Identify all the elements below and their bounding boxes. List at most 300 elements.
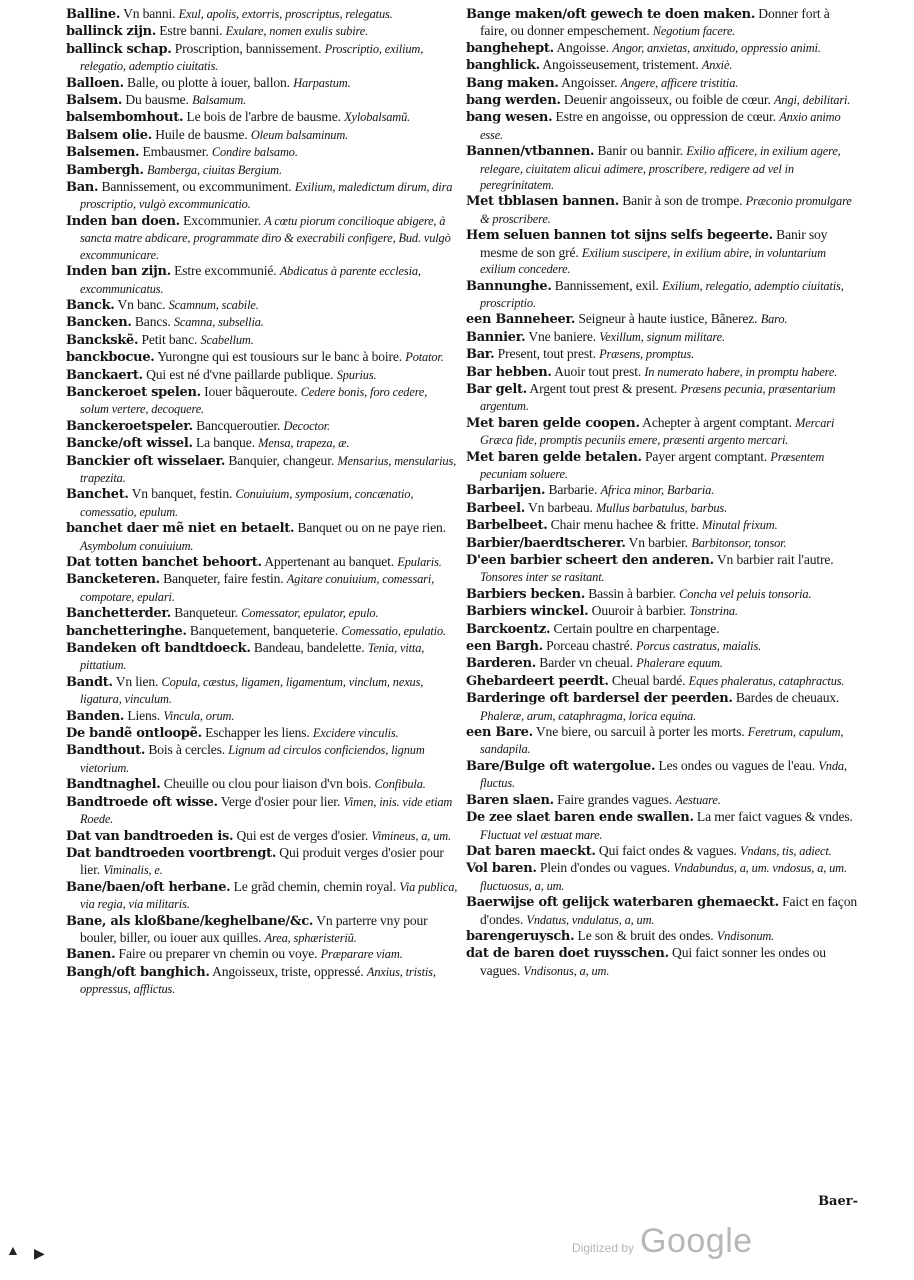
entry-headword: Banen. — [66, 947, 116, 963]
entry-headword: barengeruysch. — [466, 928, 575, 944]
entry-headword: Met tbblasen bannen. — [466, 194, 619, 210]
entry-french: Banir soy mesme de son gré. — [480, 227, 828, 260]
dictionary-entry — [466, 655, 858, 672]
entry-french: Qui faict ondes & vagues. — [595, 842, 740, 858]
entry-headword: D'een barbier scheert den anderen. — [466, 553, 714, 568]
entry-french: Barbarie. — [545, 482, 601, 498]
entry-latin: Negotium facere. — [652, 24, 736, 39]
entry-latin: Lignum ad circulos conficiendos, lignum vietorium. — [80, 743, 425, 775]
entry-french: Payer argent comptant. — [641, 448, 771, 464]
entry-headword: Bandeken oft bandtdoeck. — [66, 641, 251, 657]
dictionary-entry — [66, 520, 458, 554]
entry-headword: Banckaert. — [66, 367, 143, 383]
entry-headword: banghlick. — [466, 58, 540, 74]
dictionary-entry — [66, 435, 458, 452]
entry-headword: Barderen. — [466, 656, 537, 672]
entry-latin: Vndisonus, a, um. — [523, 963, 610, 978]
entry-french: Proscription, bannissement. — [171, 40, 325, 56]
entry-french: Bardes de cheuaux. — [732, 690, 840, 706]
entry-headword: Inden ban zijn. — [66, 264, 171, 280]
entry-french: Vn banquet, festin. — [128, 486, 236, 502]
entry-headword: Balsem. — [66, 93, 123, 109]
entry-french: Ouuroir à barbier. — [588, 603, 690, 619]
entry-headword: Dat bandtroeden voortbrengt. — [66, 845, 277, 861]
dictionary-entry — [66, 879, 458, 913]
entry-headword: Bangh/oft banghich. — [66, 964, 210, 980]
dictionary-entry — [66, 109, 458, 126]
dictionary-entry — [66, 674, 458, 708]
margin-mark-arrow-icon: ▶ — [34, 1247, 45, 1262]
entry-french: Excommunier. — [179, 212, 265, 228]
entry-latin: Scamnum, scabile. — [168, 297, 259, 312]
entry-headword: Bane/baen/oft herbane. — [66, 879, 231, 895]
entry-french: Banir ou bannir. — [594, 143, 687, 159]
entry-latin: Phalerare equum. — [636, 656, 723, 671]
dictionary-entry — [66, 725, 458, 742]
entry-french: Qui est de verges d'osier. — [233, 827, 372, 843]
dictionary-entry — [466, 586, 858, 603]
dictionary-entry — [466, 638, 858, 655]
dictionary-entry — [66, 314, 458, 331]
entry-headword: Barckoentz. — [466, 621, 551, 637]
entry-french: Bannissement, exil. — [551, 277, 663, 293]
entry-latin: Conuiuium, symposium, concænatio, comessatio, epulum. — [80, 487, 414, 519]
entry-latin: Vndatus, vndulatus, a, um. — [526, 912, 655, 927]
entry-latin: Exilio afficere, in exilium agere, relegare, ciuitatem alicui adimere, proscribere, redigere ad vel in peregrinitatem. — [480, 144, 841, 193]
entry-latin: Comessatio, epulatio. — [341, 623, 446, 638]
entry-french: Donner fort à faire, ou donner empeschement. — [480, 6, 830, 39]
entry-latin: Decoctor. — [283, 418, 331, 433]
dictionary-entry — [466, 603, 858, 620]
entry-french: Le son & bruit des ondes. — [574, 927, 717, 943]
entry-latin: Area, sphæristeriũ. — [264, 930, 357, 945]
entry-latin: Anxio animo esse. — [480, 110, 841, 142]
dictionary-entry — [66, 367, 458, 384]
entry-latin: Confibula. — [374, 777, 426, 792]
entry-latin: Vndisonum. — [716, 928, 775, 943]
dictionary-entry — [466, 535, 858, 552]
dictionary-entry — [466, 928, 858, 945]
entry-latin: Asymbolum conuiuium. — [80, 538, 194, 553]
entry-latin: Tonstrina. — [689, 604, 738, 619]
entry-french: Liens. — [124, 707, 164, 723]
entry-latin: Exilium, relegatio, ademptio ciuitatis, proscriptio. — [480, 278, 844, 310]
dictionary-entry — [466, 92, 858, 109]
entry-latin: Phaleræ, arum, cataphragma, lorica equina. — [480, 708, 697, 723]
entry-french: Porceau chastré. — [542, 638, 637, 654]
entry-latin: Angor, anxietas, anxitudo, oppressio animi. — [612, 40, 821, 55]
entry-headword: Barbier/baerdtscherer. — [466, 535, 626, 551]
entry-latin: Baro. — [760, 312, 788, 327]
entry-headword: Barderinge oft bardersel der peerden. — [466, 691, 733, 707]
entry-french: Bandeau, bandelette. — [250, 640, 368, 656]
entry-latin: Exul, apolis, extorris, proscriptus, relegatus. — [178, 7, 393, 21]
entry-latin: Minutal frixum. — [702, 518, 778, 533]
dictionary-entry — [66, 41, 458, 75]
entry-latin: Vndans, tis, adiect. — [739, 843, 832, 858]
entry-headword: Bannen/vtbannen. — [466, 144, 595, 160]
entry-latin: Exilium, maledictum dirum, dira proscriptio, vulgò excommunicatio. — [80, 180, 453, 212]
entry-latin: Præparare viam. — [320, 947, 403, 962]
entry-french: Faire grandes vagues. — [553, 791, 676, 807]
dictionary-entry — [66, 297, 458, 314]
dictionary-entry — [466, 6, 858, 40]
entry-latin: In numerato habere, in promptu habere. — [644, 364, 838, 379]
dictionary-entry — [66, 349, 458, 366]
dictionary-entry — [66, 913, 458, 947]
entry-french: Du bausme. — [122, 92, 193, 108]
dictionary-entry — [66, 640, 458, 674]
entry-latin: Angere, afficere tristitia. — [620, 75, 739, 90]
entry-headword: Banchetterder. — [66, 606, 171, 622]
entry-french: Present, tout prest. — [494, 346, 600, 362]
dictionary-entry — [466, 311, 858, 328]
dictionary-entry — [466, 809, 858, 843]
entry-french: Iouer bãqueroute. — [200, 383, 301, 399]
entry-latin: Tonsores inter se rasitant. — [480, 570, 605, 585]
entry-french: Barder vn cheual. — [536, 655, 637, 671]
entry-latin: Abdicatus à parente ecclesia, excommunicatus. — [80, 264, 421, 296]
entry-headword: Dat van bandtroeden is. — [66, 828, 234, 844]
entry-headword: Ban. — [66, 180, 99, 196]
entry-french: Vn parterre vny pour bouler, biller, ou iouer aux quilles. — [80, 912, 428, 945]
entry-latin: Condire balsamo. — [211, 145, 298, 160]
entry-latin: Porcus castratus, maialis. — [636, 639, 762, 654]
entry-french: Qui faict sonner les ondes ou vagues. — [480, 945, 826, 978]
entry-french: Banir à son de trompe. — [618, 193, 746, 209]
entry-headword: Bambergh. — [66, 162, 144, 178]
entry-latin: Aestuare. — [675, 792, 721, 807]
entry-french: La banque. — [192, 435, 259, 451]
dictionary-entry — [66, 263, 458, 297]
dictionary-entry — [466, 690, 858, 724]
entry-headword: Bane, als kloßbane/keghelbane/&c. — [66, 913, 314, 929]
entry-headword: Bandthout. — [66, 743, 146, 759]
dictionary-entry — [466, 415, 858, 449]
dictionary-entry — [466, 945, 858, 979]
entry-latin: Anxius, tristis, oppressus, afflictus. — [80, 964, 436, 997]
dictionary-entry — [66, 23, 458, 40]
dictionary-entry — [466, 860, 858, 894]
entry-headword: Bar gelt. — [466, 381, 527, 397]
margin-mark-icon: ▲ — [6, 1244, 20, 1259]
entry-latin: Excidere vinculis. — [312, 726, 399, 741]
dictionary-entry — [66, 605, 458, 622]
entry-french: Vn barbier rait l'autre. — [713, 552, 834, 567]
entry-latin: Via publica, via regia, via militaris. — [80, 879, 458, 912]
entry-headword: ballinck zijn. — [66, 24, 157, 40]
entry-headword: Baerwijse oft gelijck waterbaren ghemaeckt. — [466, 895, 779, 911]
entry-french: Le bois de l'arbre de bausme. — [183, 109, 345, 125]
dictionary-entry — [466, 894, 858, 928]
entry-french: Angoisse. — [553, 39, 613, 55]
entry-latin: Exilium suscipere, in exilium abire, in voluntarium exilium concedere. — [480, 245, 826, 277]
left-column — [66, 6, 458, 998]
entry-headword: Balloen. — [66, 75, 124, 91]
entry-latin: Spurius. — [336, 367, 377, 382]
entry-headword: Balsemen. — [66, 145, 140, 161]
entry-french: Les ondes ou vagues de l'eau. — [655, 757, 819, 773]
dictionary-entry — [66, 571, 458, 605]
entry-latin: Copula, cæstus, ligamen, ligamentum, vinclum, nexus, ligatura, vinculum. — [80, 674, 424, 707]
entry-latin: Concha vel peluis tonsoria. — [679, 586, 812, 601]
dictionary-entry — [66, 92, 458, 109]
entry-headword: banckbocue. — [66, 350, 155, 366]
dictionary-entry — [66, 332, 458, 349]
entry-latin: Præsens pecunia, præsentarium argentum. — [480, 381, 836, 414]
entry-french: Banquier, changeur. — [225, 452, 338, 468]
entry-french: Appertenant au banquet. — [261, 554, 398, 569]
entry-headword: ballinck schap. — [66, 41, 172, 57]
entry-french: Banquetement, banqueterie. — [186, 622, 342, 638]
entry-french: Petit banc. — [138, 331, 201, 347]
dictionary-entry — [466, 552, 858, 586]
entry-french: Plein d'ondes ou vagues. — [536, 860, 674, 876]
entry-french: La mer faict vagues & vndes. — [693, 809, 853, 825]
entry-french: Qui produit verges d'osier pour lier. — [80, 844, 444, 878]
dictionary-entry — [466, 346, 858, 363]
entry-latin: Præsentem pecuniam soluere. — [480, 449, 825, 481]
dictionary-entry — [466, 40, 858, 57]
entry-latin: Mensarius, mensularius, trapezita. — [80, 453, 457, 485]
entry-headword: Bannier. — [466, 329, 526, 345]
entry-latin: Vexillum, signum militare. — [599, 329, 725, 344]
entry-french: Banqueteur. — [170, 605, 242, 621]
dictionary-entry — [466, 482, 858, 499]
entry-french: Bannissement, ou excommuniment. — [98, 179, 295, 195]
dictionary-entry — [466, 278, 858, 312]
entry-headword: Inden ban doen. — [66, 213, 180, 229]
entry-french: Balle, ou plotte à iouer, ballon. — [123, 74, 294, 90]
entry-french: Vn banni. — [120, 6, 179, 21]
dictionary-entry — [66, 179, 458, 213]
dictionary-entry — [66, 708, 458, 725]
entry-latin: Scabellum. — [200, 332, 254, 347]
entry-headword: Bancke/oft wissel. — [66, 436, 193, 452]
entry-french: Estre excommunié. — [170, 263, 280, 279]
entry-latin: Comessator, epulator, epulo. — [241, 606, 379, 621]
entry-latin: Præsens, promptus. — [599, 347, 695, 362]
dictionary-entry — [466, 673, 858, 690]
entry-headword: Bannunghe. — [466, 278, 552, 294]
entry-headword: Bare/Bulge oft watergolue. — [466, 758, 656, 774]
entry-headword: Barbelbeet. — [466, 518, 548, 534]
entry-latin: Africa minor, Barbaria. — [600, 483, 715, 498]
entry-latin: Viminalis, e. — [103, 863, 163, 878]
entry-french: Cheuille ou clou pour liaison d'vn bois. — [160, 776, 375, 792]
entry-french: Embausmer. — [139, 144, 212, 160]
entry-latin: Cedere bonis, foro cedere, solum vertere, decoquere. — [80, 384, 428, 417]
entry-french: Bancqueroutier. — [192, 417, 284, 433]
entry-headword: Met baren gelde coopen. — [466, 415, 640, 431]
dictionary-entry — [466, 109, 858, 143]
entry-headword: een Bargh. — [466, 639, 543, 655]
entry-latin: Mercari Græca fide, promptis pecuniis emere, præsenti argento mercari. — [480, 415, 835, 448]
entry-latin: Vimineus, a, um. — [371, 828, 451, 843]
dictionary-entry — [66, 75, 458, 92]
entry-headword: Hem seluen bannen tot sijns selfs begeerte. — [466, 228, 773, 244]
entry-latin: Præconio promulgare & proscribere. — [480, 194, 852, 226]
entry-headword: Dat baren maeckt. — [466, 843, 596, 859]
entry-french: Argent tout prest & present. — [526, 380, 681, 396]
entry-french: Deuenir angoisseux, ou foible de cœur. — [560, 92, 774, 108]
entry-latin: Potator. — [405, 350, 444, 365]
watermark-logo: Google — [640, 1222, 753, 1260]
entry-headword: Baren slaen. — [466, 792, 554, 808]
dictionary-entry — [466, 143, 858, 193]
entry-headword: dat de baren doet ruysschen. — [466, 946, 669, 962]
entry-french: Estre en angoisse, ou oppression de cœur. — [552, 109, 780, 125]
entry-latin: Vnda, fluctus. — [480, 758, 847, 791]
entry-french: Seigneur à haute iustice, Bãnerez. — [575, 311, 761, 327]
entry-headword: Banck. — [66, 297, 115, 313]
dictionary-entry — [466, 193, 858, 227]
entry-headword: Barbeel. — [466, 500, 525, 516]
entry-headword: een Bare. — [466, 725, 533, 741]
dictionary-entry — [66, 623, 458, 640]
entry-french: Cheual bardé. — [608, 672, 689, 688]
entry-latin: Bamberga, ciuitas Bergium. — [147, 162, 282, 177]
entry-headword: bang wesen. — [466, 110, 553, 126]
entry-headword: Bandtnaghel. — [66, 777, 161, 793]
entry-headword: Barbarijen. — [466, 483, 546, 499]
entry-french: Huile de bausme. — [151, 126, 251, 142]
entry-latin: Vndabundus, a, um. vndosus, a, um. fluctuosus, a, um. — [480, 861, 847, 893]
entry-headword: De zee slaet baren ende swallen. — [466, 810, 694, 826]
entry-french: Chair menu hachee & fritte. — [547, 517, 702, 533]
entry-headword: Bange maken/oft gewech te doen maken. — [466, 7, 756, 22]
entry-latin: Oleum balsaminum. — [250, 127, 349, 142]
entry-headword: Banchet. — [66, 487, 129, 503]
entry-latin: Vimen, inis. vide etiam Roede. — [80, 794, 453, 827]
entry-french: Angoisser. — [558, 74, 621, 90]
dictionary-entry — [66, 127, 458, 144]
entry-headword: Banckeroetspeler. — [66, 418, 193, 434]
entry-french: Bois à cercles. — [145, 742, 229, 758]
dictionary-entry — [66, 6, 458, 23]
watermark-caption: Digitized by — [572, 1241, 635, 1255]
entry-latin: Exulare, nomen exulis subire. — [225, 24, 369, 39]
entry-french: Faict en façon d'ondes. — [480, 894, 857, 927]
entry-latin: Balsamum. — [192, 93, 247, 108]
entry-headword: een Banneheer. — [466, 312, 576, 328]
entry-french: Achepter à argent comptant. — [639, 414, 796, 430]
dictionary-entry — [66, 776, 458, 793]
entry-latin: Vincula, orum. — [163, 708, 235, 723]
entry-headword: Banckier oft wisselaer. — [66, 453, 226, 469]
entry-headword: Bandtroede oft wisse. — [66, 794, 218, 810]
entry-latin: Proscriptio, exilium, relegatio, ademptio ciuitatis. — [80, 41, 424, 74]
entry-french: Auoir tout prest. — [551, 363, 645, 379]
entry-french: Certain poultre en charpentage. — [550, 620, 720, 636]
entry-latin: Xylobalsamũ. — [344, 110, 411, 125]
dictionary-entry — [466, 758, 858, 792]
dictionary-entry — [66, 453, 458, 487]
entry-latin: Mullus barbatulus, barbus. — [596, 500, 728, 515]
right-column — [466, 6, 858, 979]
dictionary-entry — [66, 418, 458, 435]
dictionary-entry — [466, 517, 858, 534]
entry-headword: Bang maken. — [466, 75, 559, 91]
entry-latin: Scamna, subsellia. — [173, 315, 264, 330]
entry-french: Vne biere, ou sarcuil à porter les morts. — [532, 724, 748, 740]
dictionary-entry — [66, 946, 458, 963]
entry-french: Faire ou preparer vn chemin ou voye. — [115, 946, 321, 962]
entry-latin: Angi, debilitari. — [773, 93, 851, 108]
entry-french: Vn banc. — [114, 296, 169, 312]
entry-latin: Barbitonsor, tonsor. — [691, 535, 787, 550]
entry-headword: banghehept. — [466, 40, 554, 56]
entry-french: Banquet ou on ne paye rien. — [294, 520, 446, 536]
dictionary-entry — [466, 621, 858, 638]
entry-headword: Vol baren. — [466, 861, 537, 877]
entry-headword: Banckskẽ. — [66, 332, 139, 348]
entry-headword: banchetteringhe. — [66, 623, 187, 639]
entry-latin: Eques phaleratus, cataphractus. — [688, 673, 845, 688]
dictionary-entry — [66, 554, 458, 571]
dictionary-entry — [66, 144, 458, 161]
entry-french: Eschapper les liens. — [201, 725, 313, 741]
entry-headword: Bancketeren. — [66, 572, 160, 588]
entry-french: Bassin à barbier. — [585, 585, 680, 601]
entry-french: Verge d'osier pour lier. — [217, 793, 344, 809]
entry-headword: Dat totten banchet behoort. — [66, 555, 262, 570]
dictionary-entry — [466, 364, 858, 381]
entry-french: Qui est né d'vne paillarde publique. — [142, 366, 337, 382]
entry-headword: Barbiers becken. — [466, 586, 585, 602]
entry-latin: A cœtu piorum concilioque abigere, à sancta matre abdicare, programmate diro & execrabili configere, Bud. vulgò excommunicare. — [80, 213, 451, 262]
entry-headword: Barbiers winckel. — [466, 604, 589, 620]
entry-french: Vn barbeau. — [524, 499, 596, 515]
entry-latin: Harpastum. — [293, 75, 351, 90]
entry-headword: Balsem olie. — [66, 127, 152, 143]
entry-french: Angoisseusement, tristement. — [539, 57, 702, 73]
dictionary-entry — [66, 794, 458, 828]
entry-headword: Bancken. — [66, 315, 132, 331]
entry-french: Angoisseux, triste, oppressé. — [209, 963, 367, 979]
entry-headword: balsembomhout. — [66, 110, 184, 126]
dictionary-entry — [66, 845, 458, 879]
google-watermark — [572, 1222, 753, 1261]
entry-latin: Mensa, trapeza, æ. — [258, 436, 350, 451]
entry-french: Bancs. — [131, 314, 174, 330]
entry-headword: Bar. — [466, 347, 495, 363]
entry-french: Banqueter, faire festin. — [159, 571, 287, 587]
entry-latin: Agitare conuiuium, comessari, compotare, epulari. — [80, 572, 435, 604]
dictionary-entry — [466, 724, 858, 758]
entry-headword: Banckeroet spelen. — [66, 384, 201, 400]
entry-latin: Tenia, vitta, pittatium. — [80, 641, 425, 673]
entry-headword: Bar hebben. — [466, 364, 552, 380]
entry-french: Vn barbier. — [625, 534, 692, 550]
dictionary-entry — [66, 384, 458, 418]
entry-headword: banchet daer mẽ niet en betaelt. — [66, 521, 295, 537]
dictionary-entry — [466, 843, 858, 860]
entry-headword: Met baren gelde betalen. — [466, 449, 642, 465]
entry-french: Estre banni. — [156, 23, 226, 39]
dictionary-entry — [66, 162, 458, 179]
dictionary-entry — [466, 381, 858, 415]
entry-headword: Balline. — [66, 7, 121, 22]
entry-headword: Banden. — [66, 708, 125, 724]
dictionary-entry — [466, 792, 858, 809]
entry-headword: De bandẽ ontloopẽ. — [66, 726, 202, 742]
catchword: Baer- — [818, 1194, 858, 1209]
entry-french: Le grãd chemin, chemin royal. — [230, 878, 400, 894]
entry-french: Yurongne qui est tousiours sur le banc à boire. — [154, 349, 406, 365]
entry-latin: Anxiè. — [701, 58, 733, 73]
dictionary-entry — [466, 329, 858, 346]
